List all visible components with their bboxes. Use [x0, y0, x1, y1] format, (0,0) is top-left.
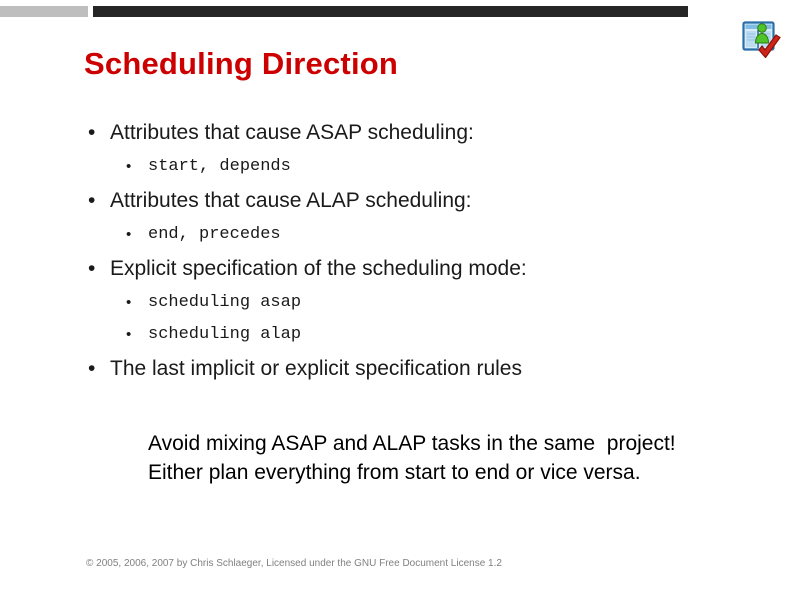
top-bar-right-segment	[93, 6, 688, 17]
top-bar-left-segment	[0, 6, 88, 17]
list-item	[84, 294, 744, 311]
list-item	[84, 190, 744, 211]
list-item	[84, 326, 744, 343]
bullet-marker: •	[126, 157, 132, 175]
bullet-marker: •	[88, 121, 96, 145]
bullet-marker: •	[126, 325, 132, 343]
list-item	[84, 158, 744, 175]
bullet-marker: •	[88, 357, 96, 381]
list-item-label: The last implicit or explicit specification rules	[110, 357, 522, 380]
list-item	[84, 258, 744, 279]
list-item	[84, 122, 744, 143]
page-title: Scheduling Direction	[84, 46, 399, 81]
bullet-marker: •	[88, 257, 96, 281]
bullet-marker: •	[126, 293, 132, 311]
list-item-label: scheduling asap	[148, 293, 302, 312]
bullet-marker: •	[88, 189, 96, 213]
bullet-list	[84, 122, 744, 390]
list-item-label: Attributes that cause ALAP scheduling:	[110, 189, 472, 212]
copyright-footer: © 2005, 2006, 2007 by Chris Schlaeger, Licensed under the GNU Free Document License 1.2	[86, 558, 502, 569]
bullet-marker: •	[126, 225, 132, 243]
callout-paragraph: Avoid mixing ASAP and ALAP tasks in the same project! Either plan everything from start to end or vice versa.	[148, 432, 682, 484]
list-item-label: Explicit specification of the scheduling mode:	[110, 257, 527, 280]
list-item	[84, 358, 744, 379]
list-item-label: Attributes that cause ASAP scheduling:	[110, 121, 474, 144]
list-item-label: start, depends	[148, 157, 291, 176]
list-item	[84, 226, 744, 243]
project-checked-icon	[741, 19, 783, 61]
list-item-label: scheduling alap	[148, 325, 302, 344]
list-item-label: end, precedes	[148, 225, 281, 244]
